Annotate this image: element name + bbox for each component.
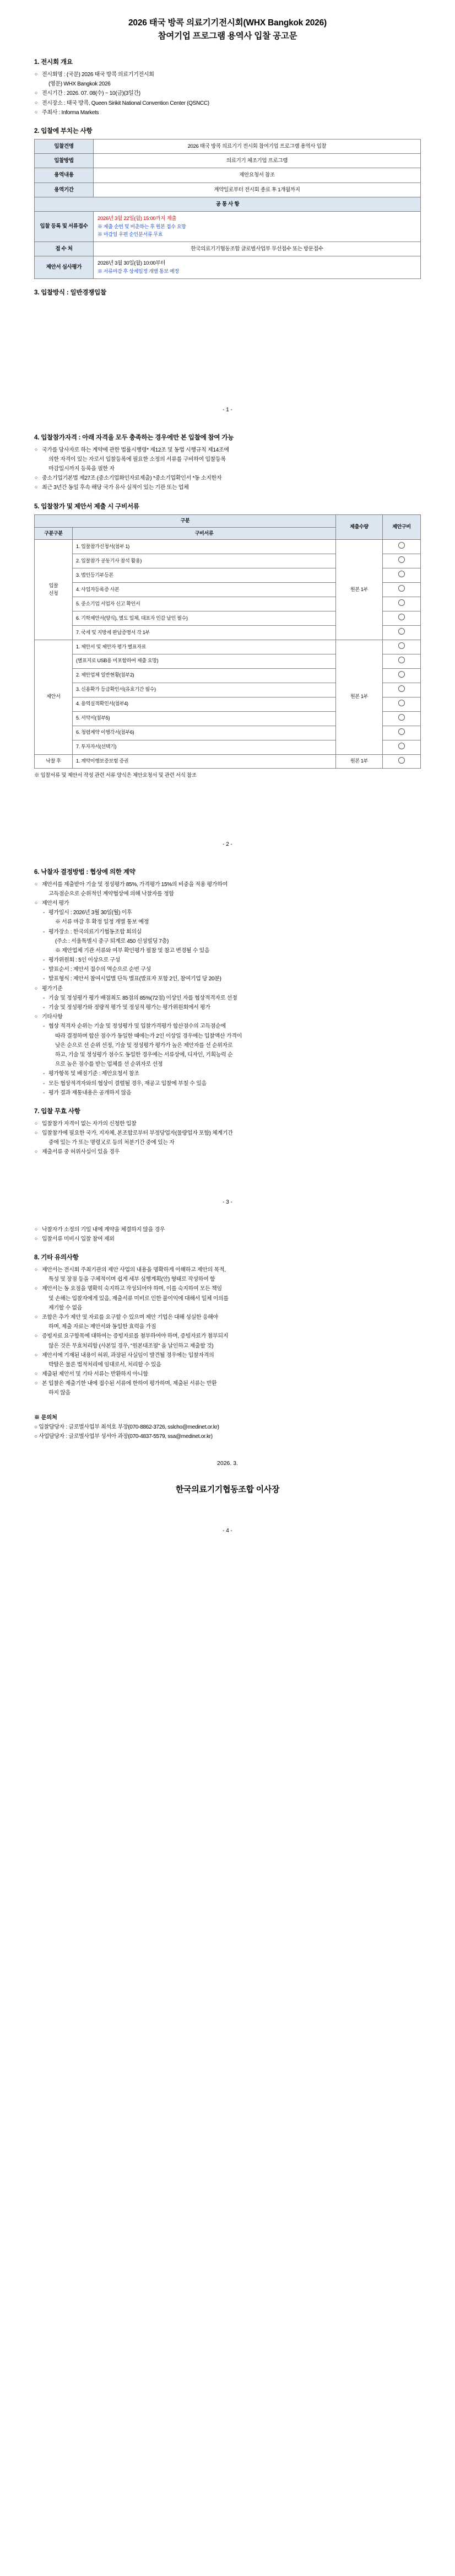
checkbox-circle[interactable]: [398, 671, 405, 678]
list-item: ※ 제안업체 기관 서류와 여부 확인평가 필참 및 참고 변경될 수 있음: [55, 947, 210, 954]
check-cell[interactable]: [383, 654, 421, 668]
check-cell[interactable]: [383, 583, 421, 597]
doc-title-line-1: 2026 태국 방콕 의료기기전시회(WHX Bangkok 2026): [128, 18, 327, 28]
list-item: ○ 국가를 당사자로 하는 계약에 관한 법률시행령* 제12조 및 동법 시행규칙 제14조에: [34, 446, 421, 455]
doc-name: 1. 계약이행보증보험 증권: [73, 754, 336, 769]
table-note: ※ 입찰서류 및 제안서 작성 관련 서류 양식은 제안요청서 및 관련 서식 참조: [34, 772, 197, 779]
row-value: 2026 태국 방콕 의료기기 전시회 참여기업 프로그램 용역사 입찰: [94, 139, 421, 153]
row-label: 입찰방법: [35, 154, 94, 168]
doc-qty: 원본 1부: [336, 754, 383, 769]
check-cell[interactable]: [383, 740, 421, 754]
list-item: ○ 낙찰자가 소정의 기일 내에 계약을 체결하지 않을 경우: [34, 1225, 421, 1235]
list-item: ○ 최근 3년간 동일 후속 해당 국가 유사 실적이 있는 기관 또는 업체: [34, 483, 421, 492]
table-row: [35, 154, 421, 168]
checkbox-circle[interactable]: [398, 743, 405, 749]
row-label: 용역내용: [35, 168, 94, 183]
doc-name: 5. 중소기업 서업자 신고 확인서: [73, 597, 336, 611]
section-2: [34, 126, 421, 279]
check-cell[interactable]: [383, 611, 421, 626]
table-row: [35, 256, 421, 279]
doc-name: 1. 제안서 및 제안자 평가 별표자료: [73, 640, 336, 654]
list-item: 하며, 제출 자료는 제안서와 동일한 효력을 가짐: [48, 1324, 156, 1330]
list-item: ○ 제안서 평가: [34, 899, 421, 908]
table-row: [35, 183, 421, 197]
list-item: ○ 조합은 추가 제안 및 자료를 요구할 수 있으며 제안 기업은 대해 성실한 응해야: [34, 1313, 421, 1322]
doc-name: 2. 제안업체 일반현황(첨부2): [73, 668, 336, 683]
contact-line: ○ 사업담당자 : 글로벌사업부 성서아 과장(070-4837-5579, ssa@medinet.or.kr): [34, 1433, 213, 1440]
col-header-check: 제안구비: [383, 514, 421, 540]
check-cell[interactable]: [383, 683, 421, 697]
check-cell[interactable]: [383, 597, 421, 611]
row-label: 입찰건명: [35, 139, 94, 153]
page-1: [0, 0, 455, 418]
list-item: - 평가 결과 재통내용은 공개하지 않음: [34, 1088, 421, 1098]
section-6: [34, 867, 421, 1098]
list-item: 하지 않음: [48, 1390, 71, 1397]
checkbox-circle[interactable]: [398, 628, 405, 635]
row-label: 입찰 등록 및 서류접수: [35, 211, 94, 242]
doc-name: (별표지로 USB용 미포함하여 제출 요망): [73, 654, 336, 668]
list-item: ○ 전시회명 : (국문) 2026 태국 방콕 의료기기전시회: [34, 70, 421, 79]
table-row: [35, 168, 421, 183]
checkbox-circle[interactable]: [398, 599, 405, 606]
list-item: - 발표형식 : 제안서 참여시업별 단독 별표(발표자 포함 2인, 참여기업 당 20분): [34, 974, 421, 984]
list-item: ○ 입찰서류 미비시 입찰 참여 제외: [34, 1235, 421, 1244]
list-item: - 기술 및 정성평가와 정량적 평가 및 정성적 평가는 평가위원회에서 평가: [34, 1003, 421, 1012]
list-item: ○ 제안서는 동 요점을 명확히 숙지하고 작성되어야 하며, 이를 숙지하여 모든 책임: [34, 1284, 421, 1294]
list-item: - 평가일시 : 2026년 3월 30일(월) 이후: [34, 908, 421, 917]
list-item: 의한 자격이 있는 자로서 입찰등록에 필요한 소정의 서류를 구비하여 입찰등록: [48, 456, 226, 463]
row-label: 접 수 처: [35, 242, 94, 256]
issuer-signature: 한국의료기기협동조합 이사장: [175, 1485, 280, 1495]
row-value: 한국의료기기협동조합 글로벌사업부 무선접수 또는 방문접수: [94, 242, 421, 256]
section-3: [34, 288, 421, 297]
doc-name: 3. 신용확가 등급확인서(유효기간 필수): [73, 683, 336, 697]
page-title: [34, 17, 421, 43]
page-number: - 1 -: [223, 406, 232, 413]
list-item: - 평가항목 및 배점기준 : 제안요청서 참조: [34, 1069, 421, 1078]
section-8-list: [34, 1265, 421, 1398]
table-header-row: [35, 514, 421, 527]
section-4: [34, 433, 421, 493]
list-item: 고득점순으로 순위적인 계약협상에 의해 낙찰자를 정함: [48, 890, 174, 897]
group-label: 입찰 신청: [35, 540, 73, 640]
check-cell[interactable]: [383, 568, 421, 583]
section-8: [34, 1253, 421, 1398]
page-number: - 2 -: [223, 841, 232, 847]
doc-name: 1. 입찰참가신청서(첨부 1): [73, 540, 336, 554]
contact-header: ※ 문의처: [34, 1414, 57, 1421]
check-cell[interactable]: [383, 711, 421, 726]
group-label: 제안서: [35, 640, 73, 755]
list-item: 중에 있는 가 또는 명령又로 등의 처분기간 중에 있는 자: [48, 1140, 175, 1146]
list-item: ○ 기타사항: [34, 1012, 421, 1022]
col-header-group: 구분: [35, 514, 336, 527]
table-row: [35, 211, 421, 242]
page-number: - 3 -: [223, 1199, 232, 1205]
checkbox-circle[interactable]: [398, 657, 405, 663]
doc-qty: 원본 1부: [336, 640, 383, 755]
list-item: 따라 결정하며 합산 점수가 동일한 때에는가 2인 이상일 경우에는 입찰액산 가격이: [55, 1033, 242, 1039]
section-6-list: [34, 880, 421, 1098]
deadline-text: 2026년 3월 22일(월) 15:00까지 제출: [98, 215, 177, 222]
list-item: ○ 제안서는 전시회 주최기관의 제안 사업의 내용을 명확하게 이해하고 제안의 목적,: [34, 1265, 421, 1275]
list-item: 않은 것은 무효처리함 (사본일 경우, "원본대조필" 을 날인하고 제출할 것): [48, 1343, 214, 1349]
section-3-heading: 3. 입찰방식 : 일반경쟁입찰: [34, 289, 106, 296]
check-cell[interactable]: [383, 754, 421, 769]
section-4-heading: 4. 입찰참가자격 : 아래 자격을 모두 충족하는 경우에만 본 입찰에 참여 가능: [34, 434, 234, 441]
list-item: - 평가위원회 : 5인 이상으로 구성: [34, 956, 421, 965]
table-row: [35, 640, 421, 654]
list-item: 및 손해는 입찰자에게 있음, 제출서류 미비로 인한 불이익에 대해서 일체 이의를: [48, 1295, 229, 1302]
check-cell[interactable]: [383, 726, 421, 740]
table-row: [35, 242, 421, 256]
doc-qty: 원본 1부: [336, 540, 383, 640]
section-7-list: [34, 1119, 421, 1157]
page-2: [0, 418, 455, 853]
contact-list: [34, 1423, 421, 1441]
list-item: ○ 중소기업기본법 제27조 (중소기업화인자료제출) *중소기업확인서 *동 소지한자: [34, 474, 421, 483]
checkbox-circle[interactable]: [398, 714, 405, 721]
checkbox-circle[interactable]: [398, 700, 405, 706]
doc-title-line-2: 참여기업 프로그램 용역사 입찰 공고문: [158, 31, 297, 41]
section-5-heading: 5. 입찰참가 및 제안서 제출 시 구비서류: [34, 503, 139, 510]
section-6-heading: 6. 낙찰자 결정방법 : 협상에 의한 계약: [34, 868, 136, 876]
group-label: 낙찰 후: [35, 754, 73, 769]
list-item: 박탈은 물론 법적처리에 임대로서, 처리할 수 있음: [48, 1361, 161, 1368]
row-value: 의료기기 체조기업 프로그램: [94, 154, 421, 168]
eval-date-text: 2026년 3월 30일(월) 10:00부터: [98, 260, 166, 267]
section-8-heading: 8. 기타 유의사항: [34, 1254, 79, 1262]
check-cell[interactable]: [383, 540, 421, 554]
list-item: 낮은 순으로 선 순위 선정, 기술 및 정성평가 평가가 높은 제안자를 선 순위자로: [55, 1042, 233, 1049]
check-cell[interactable]: [383, 554, 421, 568]
check-cell[interactable]: [383, 668, 421, 683]
section-1-heading: 1. 전시회 개요: [34, 59, 73, 66]
table-row: [35, 139, 421, 153]
list-item: - 협상 적격자 순위는 기술 및 정성평가 및 입찰가격평가 합산점수의 고득점순에: [34, 1022, 421, 1031]
doc-name: 7. 국세 및 지방세 완납증명서 각 1부: [73, 626, 336, 640]
check-cell[interactable]: [383, 697, 421, 711]
doc-name: 5. 서약서(첨부5): [73, 711, 336, 726]
checkbox-circle[interactable]: [398, 614, 405, 620]
checkbox-circle[interactable]: [398, 642, 405, 649]
checkbox-circle[interactable]: [398, 757, 405, 764]
page-4: [0, 1211, 455, 1539]
list-item: - 기술 및 정성평가 평가 배점최도 85점의 85%(72점) 이상인 자를 협상적격자로 선정: [34, 994, 421, 1003]
contact-block: [34, 1413, 421, 1441]
row-value: 계약일로부터 전시회 종료 후 1개월까지: [94, 183, 421, 197]
col-header-doc: 구비서류: [73, 527, 336, 540]
note-text: ※ 마감일 우편 순인분서류 무효: [98, 232, 163, 238]
row-value: [94, 211, 421, 242]
check-cell[interactable]: [383, 626, 421, 640]
note-text: ※ 서류마감 후 상세일정 개별 통보 예정: [98, 269, 179, 275]
page-3: [0, 853, 455, 1211]
row-value: 제안요청서 참조: [94, 168, 421, 183]
check-cell[interactable]: [383, 640, 421, 654]
section-5: [34, 502, 421, 781]
list-item: - 평가장소 : 한국의료기기협동조합 회의실: [34, 927, 421, 937]
checkbox-circle[interactable]: [398, 728, 405, 735]
list-item: 하고, 기술 및 정성평가 점수도 동일한 경우에는 서류상에, 디자인, 기획능력 순: [55, 1051, 233, 1058]
row-value: [94, 256, 421, 279]
doc-name: 4. 사업자등록증 사본: [73, 583, 336, 597]
list-item: ※ 서류 마감 후 확정 일정 개별 통보 예정: [55, 919, 149, 926]
list-item: 제기할 수 없음: [48, 1305, 83, 1311]
section-4-list: [34, 446, 421, 493]
list-item: 마감일시까지 등록을 필한 자: [48, 466, 115, 473]
section-2-heading: 2. 입찰에 부치는 사항: [34, 127, 93, 135]
col-header-qty: 제출수량: [336, 514, 383, 540]
checkbox-circle[interactable]: [398, 585, 405, 592]
list-item: ○ 전시장소 : 태국 방콕, Queen Sirikit National Convention Center (QSNCC): [34, 99, 421, 108]
section-7-continued: [34, 1225, 421, 1244]
page-number: - 4 -: [223, 1528, 232, 1534]
document-date: 2026. 3.: [217, 1460, 238, 1467]
doc-name: 7. 투자자서(선택기): [73, 740, 336, 754]
section-7: [34, 1107, 421, 1157]
doc-name: 2. 입찰참가 공동기사 참석 활용): [73, 554, 336, 568]
table-subheader-row: [35, 197, 421, 211]
list-item: (영문) WHX Bangkok 2026: [48, 81, 111, 88]
list-item: ○ 제안서에 기재된 내용이 허위, 과장된 사실임이 발견될 경우에는 입찰자격의: [34, 1351, 421, 1360]
section-7-heading: 7. 입찰 무효 사항: [34, 1108, 80, 1115]
list-item: ○ 본 입찰은 제출기한 내에 접수된 서류에 한하여 평가하며, 제출된 서류는 반환: [34, 1379, 421, 1388]
doc-name: 6. 기학제안서(양식), 별도 일체, 대표자 인감 날인 필수): [73, 611, 336, 626]
list-item: ○ 제출서류 중 허위사실이 있을 경우: [34, 1147, 421, 1157]
list-item: 으로 높은 점수를 받는 업체를 선 순위자로 선정: [55, 1061, 163, 1068]
bid-overview-table: [34, 139, 421, 279]
table-row: [35, 754, 421, 769]
list-item: ○ 제안서를 제출받아 기술 및 정성평가 85%, 가격평가 15%의 비중을 적용 평가하여: [34, 880, 421, 889]
doc-name: 3. 법인등기부등본: [73, 568, 336, 583]
list-item: ○ 전시기간 : 2026. 07. 08(수) ~ 10(금)(3일간): [34, 89, 421, 98]
list-item: (주소 : 서울특별시 중구 퇴계로 450 신성빌딩 7층): [55, 938, 169, 944]
row-label: 용역기간: [35, 183, 94, 197]
list-item: - 발표순서 : 제안서 접수의 역순으로 순번 구성: [34, 965, 421, 974]
required-documents-table: [34, 514, 421, 769]
checkbox-circle[interactable]: [398, 571, 405, 577]
note-text: ※ 제출 순번 및 비춘하는 후 원본 접수 요망: [98, 224, 186, 230]
table-row: [35, 540, 421, 554]
list-item: ○ 입찰참가 자격이 없는 자가의 신청한 입찰: [34, 1119, 421, 1129]
list-item: ○ 평가기준: [34, 984, 421, 994]
doc-name: 6. 청렴계약 이행각서(첨부6): [73, 726, 336, 740]
list-item: ○ 증빙자료 요구함목에 대하여는 증빙자료를 첨부하여야 하며, 증빙자료가 첨부되지: [34, 1332, 421, 1341]
list-item: ○ 입찰참가에 필요한 국가, 지자체, 본조합로부터 부정당업자(물량업자 포함) 체계기간: [34, 1129, 421, 1138]
section-1-list: [34, 70, 421, 117]
col-header-division: 구분구분: [35, 527, 73, 540]
doc-name: 4. 용역실적확인서(첨부4): [73, 697, 336, 711]
list-item: 특성 및 장점 등을 구체적이며 쉽게 세부 심행계획(안) 형태로 작성하여 함: [48, 1276, 215, 1283]
list-item: ○ 주최사 : Informa Markets: [34, 108, 421, 117]
common-items-header: 공 통 사 항: [35, 197, 421, 211]
checkbox-circle[interactable]: [398, 542, 405, 549]
section-1: [34, 57, 421, 117]
list-item: - 모든 협상적격자와의 협상이 결렬될 경우, 재공고 입찰에 부칠 수 있음: [34, 1079, 421, 1088]
checkbox-circle[interactable]: [398, 685, 405, 692]
row-label: 제안서 심사평가: [35, 256, 94, 279]
section-7-continued-list: [34, 1225, 421, 1244]
contact-line: ○ 입찰담당자 : 글로벌사업부 최석호 부장(070-8862-3726, sslcho@medinet.or.kr): [34, 1424, 219, 1430]
checkbox-circle[interactable]: [398, 556, 405, 563]
list-item: ○ 제출된 제안서 및 기타 서류는 반환하지 아니함: [34, 1370, 421, 1379]
